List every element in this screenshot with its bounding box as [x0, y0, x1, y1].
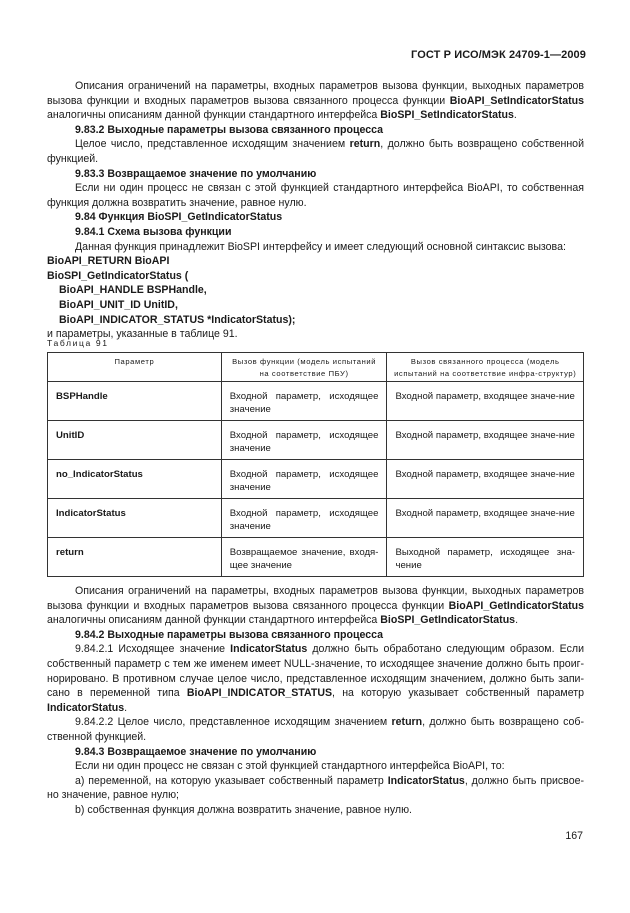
paragraph: 9.84.2.2 Целое число, представленное исходящим значением return, должно быть возвращено соб-ственной функцией.: [47, 716, 585, 743]
parameters-table: [47, 352, 584, 577]
table-cell: Входной параметр, входящее значе-ние: [387, 499, 584, 538]
table-cell: Входной параметр, входящее значе-ние: [387, 460, 584, 499]
table-cell: Входной параметр, исходящее значение: [221, 460, 387, 499]
list-item: b) собственная функция должна возвратить значение, равное нулю.: [75, 803, 412, 816]
top-text-block: [47, 79, 584, 342]
section-heading: 9.83.2 Выходные параметры вызова связанного процесса: [75, 123, 384, 136]
paragraph: Описания ограничений на параметры, входных параметров вызова функции, выходных параметров вызова функции и входных параметров вызова связанного процесса функции BioAPI_SetIndicatorStatus аналогичны описаниям данной функции стандартного интерфейса BioSPI_SetIndicatorStatus.: [47, 80, 584, 122]
paragraph: и параметры, указанные в таблице 91.: [47, 328, 238, 341]
table-cell: return: [48, 538, 222, 577]
paragraph: Целое число, представленное исходящим значением return, должно быть возвращено собственной функцией.: [47, 138, 584, 165]
table-cell: BSPHandle: [48, 382, 222, 421]
table-cell: Входной параметр, входящее значе-ние: [387, 382, 584, 421]
table-cell: Входной параметр, входящее значе-ние: [387, 421, 584, 460]
table-cell: Возвращаемое значение, входя-щее значение: [221, 538, 387, 577]
table-cell: Выходной параметр, исходящее зна-чение: [387, 538, 584, 577]
table-header-cell: Параметр: [48, 353, 222, 382]
section-heading: 9.83.3 Возвращаемое значение по умолчанию: [75, 167, 317, 180]
list-item: а) переменной, на которую указывает собственный параметр IndicatorStatus, должно быть присвое-но значение, равное нулю;: [47, 774, 585, 802]
table-cell: Входной параметр, исходящее значение: [221, 421, 387, 460]
table-cell: IndicatorStatus: [48, 499, 222, 538]
paragraph: 9.84.2.1 Исходящее значение IndicatorStatus должно быть обработано следующим образом. Если собственный параметр с тем же именем имеет NULL-значение, то исходящее значение должно быть проиг-норировано. В противном случае целое число, представленное исходящим значением, должно быть запи-сано в переменной типа BioAPI_INDICATOR_STATUS, на которую указывает собственный параметр IndicatorStatus.: [47, 643, 584, 714]
table-header-cell: Вызов связанного процесса (модель испытаний на соответствие инфра-структур): [387, 353, 584, 382]
paragraph: Если ни один процесс не связан с этой функцией стандартного интерфейса BioAPI, то:: [75, 760, 505, 773]
section-heading: 9.84.1 Схема вызова функции: [75, 225, 232, 238]
table-row: [48, 460, 584, 499]
bottom-text-block: [47, 584, 584, 818]
code-line: BioAPI_INDICATOR_STATUS *IndicatorStatus);: [59, 313, 296, 326]
code-line: BioAPI_UNIT_ID UnitID,: [59, 298, 178, 311]
table-row: [48, 538, 584, 577]
section-heading: 9.84.3 Возвращаемое значение по умолчанию: [75, 745, 317, 758]
table-row: [48, 421, 584, 460]
section-heading: 9.84 Функция BioSPI_GetIndicatorStatus: [75, 211, 283, 224]
page-number: 167: [565, 830, 583, 842]
code-line: BioAPI_HANDLE BSPHandle,: [59, 284, 207, 297]
table-cell: Входной параметр, исходящее значение: [221, 382, 387, 421]
table-cell: no_IndicatorStatus: [48, 460, 222, 499]
code-line: BioSPI_GetIndicatorStatus (: [47, 269, 189, 282]
code-line: BioAPI_RETURN BioAPI: [47, 255, 170, 268]
table-header-row: [48, 353, 584, 382]
paragraph: Описания ограничений на параметры, входных параметров вызова функции, выходных параметров вызова функции и входных параметров вызова связанного процесса функции BioAPI_GetIndicatorStatus аналогичны описаниям данной функции стандартного интерфейса BioSPI_GetIndicatorStatus.: [47, 585, 584, 627]
paragraph: Если ни один процесс не связан с этой функцией стандартного интерфейса BioAPI, то собственная функция должна возвратить значение, равное нулю.: [47, 182, 584, 209]
table-row: [48, 499, 584, 538]
paragraph: Данная функция принадлежит BioSPI интерфейсу и имеет следующий основной синтаксис вызова:: [75, 240, 566, 253]
standard-header: ГОСТ Р ИСО/МЭК 24709-1—2009: [411, 49, 586, 61]
section-heading: 9.84.2 Выходные параметры вызова связанного процесса: [75, 628, 384, 641]
table-header-cell: Вызов функции (модель испытаний на соответствие ПБУ): [221, 353, 387, 382]
table-caption: Таблица 91: [47, 338, 109, 348]
table-cell: UnitID: [48, 421, 222, 460]
table-cell: Входной параметр, исходящее значение: [221, 499, 387, 538]
table-row: [48, 382, 584, 421]
